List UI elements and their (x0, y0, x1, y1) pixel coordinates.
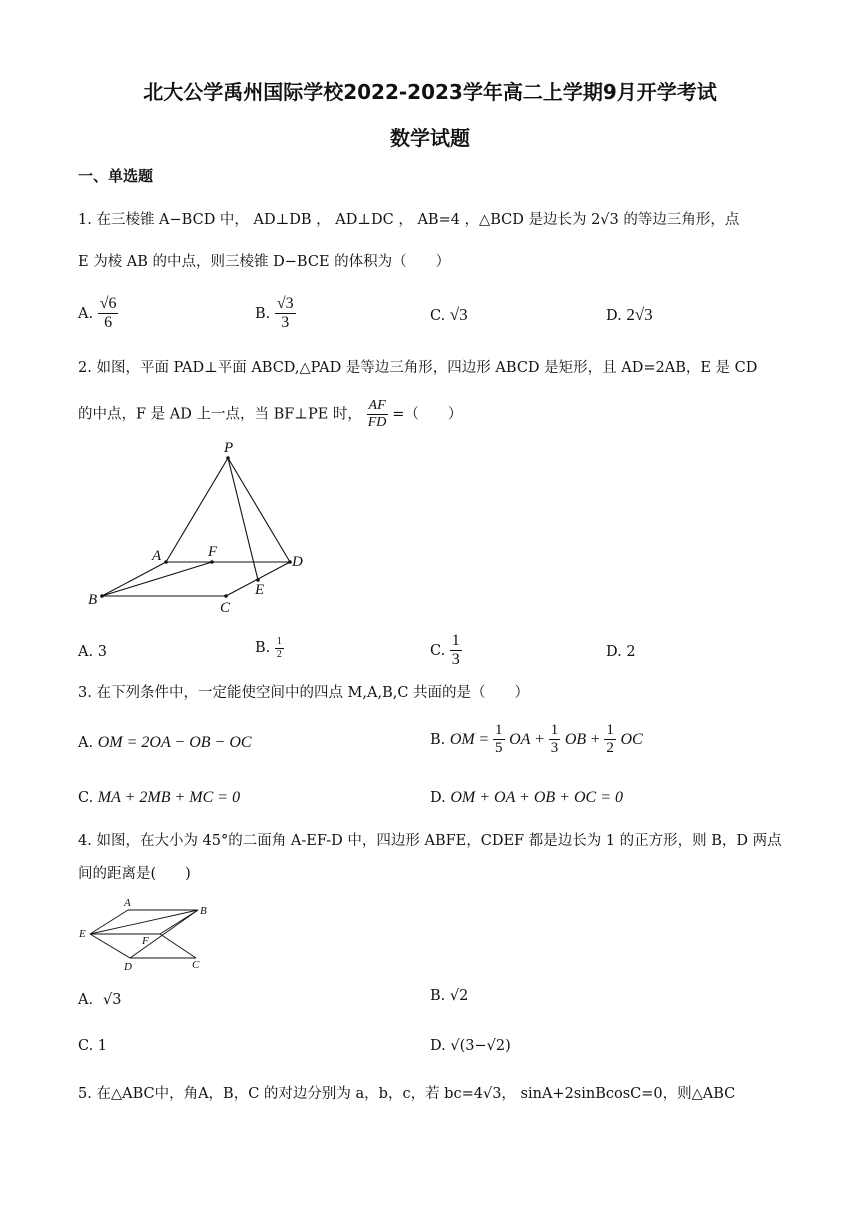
q3-d-expr: OM + OA + OB + OC = 0 (450, 789, 623, 806)
q1-b-denominator: 3 (281, 314, 290, 332)
q1-option-c: C. √3 (430, 305, 468, 324)
exam-title: 北大公学禹州国际学校2022-2023学年高二上学期9月开学考试 (143, 80, 717, 104)
q1-option-d: D. 2√3 (606, 305, 653, 324)
q4-option-b: B. √2 (430, 988, 469, 1004)
q3-option-d: D. OM + OA + OB + OC = 0 (430, 789, 623, 806)
q3-a-expr: OM = 2OA − OB − OC (97, 734, 252, 751)
q2-fraction-numerator: AF (367, 398, 388, 415)
q3-option-c: C. MA + 2MB + MC = 0 (78, 789, 241, 806)
q3-option-a: A. OM = 2OA − OB − OC (78, 734, 252, 751)
label-e2: E (79, 928, 86, 940)
q1-a-denominator: 6 (104, 314, 113, 332)
q1-option-b: B. $\frac{√3}{3}$ (255, 295, 294, 332)
q4-line1: 4. 如图，在大小为 45°的二面角 A-EF-D 中，四边形 ABFE，CDEF 都是边长为 1 的正方形，则 B，D 两点 (78, 833, 782, 849)
label-f2: F (142, 935, 149, 947)
label-d2: D (124, 961, 132, 973)
q1-a-numerator: √6 (98, 295, 119, 314)
q4-option-d: D. √(3−√2) (430, 1038, 511, 1054)
label-f: F (208, 544, 218, 560)
q1-c-value: √3 (449, 305, 468, 324)
section-heading: 一、单选题 (78, 167, 154, 185)
exam-subtitle: 数学试题 (390, 126, 470, 150)
label-a: A (152, 548, 162, 564)
label-c2: C (192, 959, 200, 971)
q1-line2: E 为棱 AB 的中点，则三棱锥 D−BCE 的体积为（ ） (78, 254, 451, 270)
q2-fraction-denominator: FD (367, 415, 387, 431)
q4-line2: 间的距离是( ) (78, 866, 191, 882)
q3-option-b: B. OM = $\frac{1}{5}$ OA + $\frac{1}{3}$ OB + $\frac{1}{2}$ OC (430, 722, 643, 757)
q2-option-d: D. 2 (606, 644, 636, 660)
q2-option-b: B. $\frac{1}{2}$ (255, 636, 282, 660)
q2-line1: 2. 如图，平面 PAD⊥平面 ABCD,△PAD 是等边三角形，四边形 ABCD 是矩形，且 AD=2AB，E 是 CD (78, 360, 758, 376)
label-e: E (255, 582, 265, 598)
label-b: B (88, 592, 98, 608)
q3-line1: 3. 在下列条件中，一定能使空间中的四点 M,A,B,C 共面的是（ ） (78, 685, 530, 701)
label-c: C (220, 600, 231, 616)
q4-option-c: C. 1 (78, 1038, 108, 1054)
q1-line1: 1. 在三棱锥 A−BCD 中， AD⊥DB ， AD⊥DC ， AB=4 ，△BCD 是边长为 2√3 的等边三角形，点 (78, 212, 740, 228)
q2-line2: 的中点，F 是 AD 上一点，当 BF⊥PE 时， $\frac{AF}{FD}$ =（ ） (78, 398, 463, 431)
q1-option-a: A. $\frac{√6}{6}$ (78, 295, 117, 332)
q4-option-a: A．√3 (78, 992, 122, 1008)
label-a2: A (124, 897, 131, 909)
pyramid-figure (80, 432, 320, 617)
q3-c-expr: MA + 2MB + MC = 0 (97, 789, 241, 806)
q2-option-c: C. $\frac{1}{3}$ (430, 632, 460, 669)
dihedral-figure (76, 894, 216, 974)
label-p: P (224, 440, 234, 456)
q5-line1: 5. 在△ABC中，角A，B，C 的对边分别为 a，b，c，若 bc=4√3， sinA+2sinBcosC=0，则△ABC (78, 1086, 736, 1102)
q2-option-a: A. 3 (78, 644, 107, 660)
label-d: D (292, 554, 303, 570)
label-b2: B (200, 905, 207, 917)
q1-b-numerator: √3 (275, 295, 296, 314)
q1-d-value: 2√3 (626, 305, 653, 324)
